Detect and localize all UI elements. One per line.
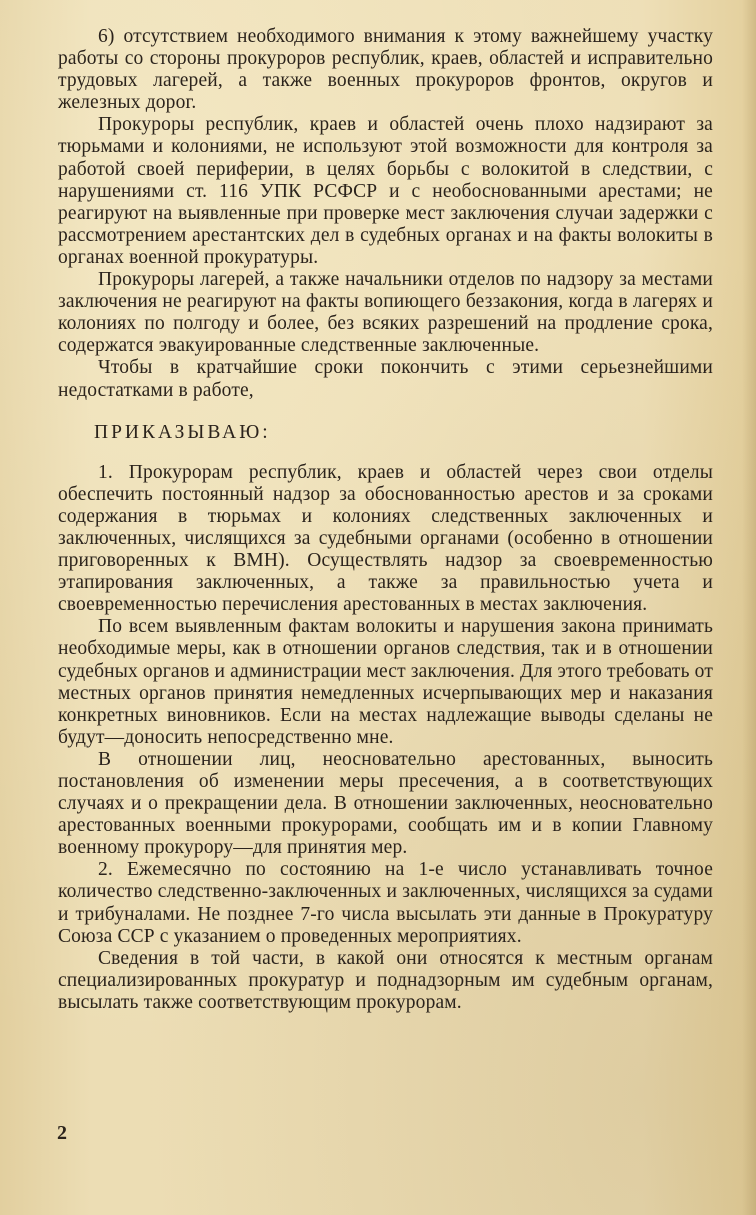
paragraph-prosecutors-republics: Прокуроры республик, краев и областей очень плохо надзирают за тюрьмами и колониями, не используют этой возможности для контроля за работой своей периферии, в целях борьбы с волокитой в следствии, с нарушениями ст. 116 УПК РСФСР и с необоснованными арестами; не реагируют на выявленные при проверке мест заключения случаи задержки с рассмотрением арестантских дел в судебных органах и на факты волокиты в органах военной прокуратуры.: [58, 114, 713, 268]
paragraph-order-2: 2. Ежемесячно по состоянию на 1-е число устанавливать точное количество следственно-заключенных и заключенных, числящихся за судами и трибуналами. Не позднее 7-го числа высылать эти данные в Прокуратуру Союза ССР с указанием о проведенных мероприятиях.: [58, 859, 713, 947]
paragraph-information: Сведения в той части, в какой они относятся к местным органам специализированных прокуратур и поднадзорным им судебным органам, высылать также соответствующим прокурорам.: [58, 947, 713, 1013]
order-heading: ПРИКАЗЫВАЮ:: [94, 421, 271, 443]
document-body: [58, 26, 713, 1014]
paragraph-item-6: 6) отсутствием необходимого внимания к этому важнейшему участку работы со стороны прокуроров республик, краев, областей и исправительно трудовых лагерей, а также военных прокуроров фронтов, округов и железных дорог.: [58, 26, 713, 114]
paragraph-unfounded-arrests: В отношении лиц, неосновательно арестованных, выносить постановления об изменении меры пресечения, а в соответствующих случаях и о прекращении дела. В отношении заключенных, неосновательно арестованных военными прокурорами, сообщать им и в копии Главному военному прокурору—для принятия мер.: [58, 748, 713, 859]
paragraph-prosecutors-camps: Прокуроры лагерей, а также начальники отделов по надзору за местами заключения не реагируют на факты вопиющего беззакония, когда в лагерях и колониях по полгоду и более, без всяких разрешений на продление срока, содержатся эвакуированные следственные заключенные.: [58, 269, 713, 357]
page-number: 2: [57, 1122, 67, 1144]
paragraph-order-1: 1. Прокурорам республик, краев и областей через свои отделы обеспечить постоянный надзор за обоснованностью арестов и за сроками содержания в тюрьмах и колониях следственных заключенных и заключенных, числящихся за судебными органами (особенно в отношении приговоренных к ВМН). Осуществлять надзор за своевременностью этапирования заключенных, а также за правильностью учета и своевременностью перечисления арестованных в местах заключения.: [58, 461, 713, 616]
paragraph-in-order-to: Чтобы в кратчайшие сроки покончить с этими серьезнейшими недостатками в работе,: [58, 357, 713, 401]
paragraph-violations: По всем выявленным фактам волокиты и нарушения закона принимать необходимые меры, как в отношении органов следствия, так и в отношении судебных органов и администрации мест заключения. Для этого требовать от местных органов принятия немедленных исчерпывающих мер и наказания конкретных виновников. Если на местах надлежащие выводы сделаны не будут—доносить непосредственно мне.: [58, 616, 713, 748]
